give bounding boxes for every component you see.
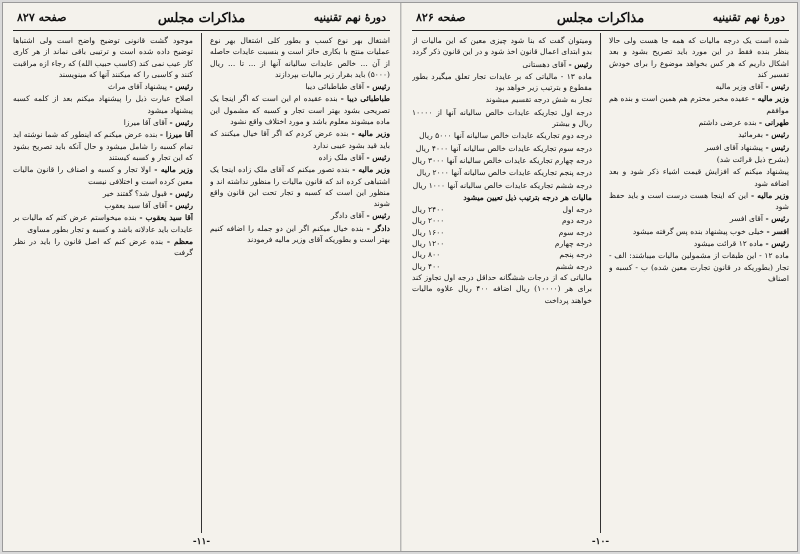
table-row bbox=[412, 215, 592, 226]
speaker-name: وزیر مالیه - bbox=[751, 190, 789, 200]
table-cell-amount: ۱۶۰۰ ریال bbox=[412, 227, 445, 237]
page-number-label: صفحه ۸۲۶ bbox=[416, 11, 466, 24]
paragraph bbox=[609, 81, 789, 92]
paragraph bbox=[13, 236, 193, 259]
speaker-name: رئیس - bbox=[366, 82, 390, 92]
speaker-name: رئیس - bbox=[169, 82, 193, 92]
left-page-left-column bbox=[13, 35, 193, 535]
left-page bbox=[5, 3, 398, 551]
speaker-name: رئیس - bbox=[366, 211, 390, 221]
paragraph bbox=[210, 93, 390, 127]
paragraph bbox=[13, 164, 193, 187]
paragraph-text: ماده ۱۳ - مالیاتی که بر عایدات تجار تعلق میگیرد بطور مقطوع و بترتیب زیر خواهد بود bbox=[412, 71, 592, 93]
paragraph bbox=[412, 94, 592, 105]
table-cell-grade: درجه چهارم bbox=[554, 155, 592, 165]
paragraph bbox=[210, 164, 390, 209]
paragraph-text: (بشرح ذیل قرائت شد) bbox=[716, 154, 789, 164]
table-cell-amount: ۲۴۰۰ ریال bbox=[412, 205, 445, 215]
table-row bbox=[412, 261, 592, 272]
paragraph bbox=[13, 188, 193, 199]
closing-paragraph: مالیاتی که از درجات ششگانه حداقل درجه اول تجاوز کند برای هر (۱۰۰۰۰) ریال اضافه ۴۰۰ ریال علاوه مالیات خواهند پرداخت bbox=[412, 272, 592, 305]
table-row bbox=[412, 180, 592, 191]
paragraph bbox=[609, 166, 789, 189]
speaker-name: آقا میرزا - bbox=[159, 130, 193, 140]
speaker-name: آقا سید یعقوب - bbox=[139, 213, 193, 223]
table-cell-amount: ۱۰۰۰ ریال bbox=[412, 180, 446, 190]
right-page-right-column bbox=[609, 35, 789, 535]
paragraph-text: بنده خیال میکنم اگر این دو جمله را اضافه کنیم بهتر است و بطوریکه آقای وزیر مالیه فرمودند bbox=[210, 223, 390, 245]
table-cell-grade: درجه پنجم bbox=[559, 168, 592, 178]
left-page-right-column bbox=[210, 35, 390, 535]
table-row bbox=[412, 227, 592, 238]
paragraph-text: بفرمائید bbox=[738, 130, 764, 140]
table-cell-amount: ۱۰۰۰۰ ریال و بیشتر bbox=[412, 107, 592, 129]
paragraph-text: تجار به شش درجه تقسیم میشوند bbox=[485, 95, 592, 105]
paragraph bbox=[13, 212, 193, 235]
table-cell-grade: درجه ششم bbox=[555, 261, 592, 271]
speaker-name: رئیس - bbox=[765, 142, 789, 152]
paragraph-text: آقای ملک زاده bbox=[318, 152, 365, 162]
column-divider bbox=[600, 33, 601, 533]
paragraph bbox=[13, 129, 193, 163]
paragraph-text: آقای آقا سید یعقوب bbox=[104, 201, 168, 211]
table-cell-desc: تجاریکه عایدات خالص سالیانه آنها bbox=[451, 168, 557, 178]
table-cell-amount: ۲۰۰۰ ریال bbox=[412, 216, 445, 226]
paragraph-text: قبول شد؟ گفتند خیر bbox=[102, 188, 168, 198]
book-gutter bbox=[400, 3, 402, 551]
table-row bbox=[412, 107, 592, 130]
paragraph-text: آقای افسر bbox=[729, 214, 764, 224]
paragraph-text: موجود گشت قانونی توضیح واضح است ولی اشتباها توضیح داده شده است و ترتیبی باقی نماند از هر کاری کار عیب نمی کند (کاسب حبیب الله) که رجاء ازه مراقبت کنند و کاسبی را که میکنند آنها که مینویسند bbox=[13, 36, 193, 79]
paragraph-text: اولا تجار و کسبه و اصناف را قانون مالیات معین کرده است و اختلافی نیست bbox=[13, 165, 193, 186]
paragraph bbox=[609, 154, 789, 165]
page-footer-number: -۱۰- bbox=[591, 537, 610, 547]
table-cell-desc: تجاریکه عایدات خالص سالیانه آنها از bbox=[436, 107, 558, 117]
paragraph-text: اشتغال بهر نوع کسب و بطور کلی اشتغال بهر نوع عملیات منتج با بکاری حائز است و بنسبت عایدات حاصله از آن ... خالص عایدات سالیانه آنها از ... تا ... ریال (۵۰۰۰) باید بقرار زیر مالیات بپردازند bbox=[210, 36, 390, 79]
paragraph bbox=[13, 117, 193, 128]
page-title: مذاکرات مجلس bbox=[157, 11, 246, 26]
speaker-name: رئیس - bbox=[765, 130, 789, 140]
paragraph bbox=[13, 93, 193, 116]
paragraph bbox=[609, 35, 789, 80]
paragraph-text: پیشنهاد آقای افسر bbox=[704, 142, 764, 152]
book-spread bbox=[2, 2, 798, 552]
speaker-name: رئیس - bbox=[568, 59, 592, 69]
speaker-name: طهرانی - bbox=[758, 118, 789, 128]
paragraph bbox=[13, 200, 193, 211]
table-row bbox=[412, 130, 592, 141]
paragraph bbox=[412, 71, 592, 94]
paragraph-text: ماده ۱۲ قرائت میشود bbox=[693, 239, 764, 249]
table-cell-amount: ۸۰۰ ریال bbox=[412, 250, 441, 260]
speaker-name: وزیر مالیه - bbox=[352, 165, 390, 175]
paragraph-text: خیلی خوب پیشنهاد بنده پس گرفته میشود bbox=[632, 226, 765, 236]
paragraph-text: این که اینجا هست درست است و باید حفظ شود bbox=[609, 190, 789, 212]
paragraph-text: بنده عرض کردم که اگر آقا خیال میکنند که باید قید بشود عیبی ندارد bbox=[210, 129, 390, 150]
paragraph bbox=[609, 213, 789, 224]
table-cell-grade: درجه ششم bbox=[555, 180, 592, 190]
table-cell-desc: تجاریکه عایدات خالص سالیانه آنها bbox=[447, 180, 554, 190]
paragraph bbox=[13, 81, 193, 92]
right-page-left-column bbox=[412, 35, 592, 535]
speaker-name: معظم - bbox=[166, 237, 193, 247]
paragraph-text: ومیتوان گفت که بنا شود چیزی معین که این مالیات از بدو ابتدای اعمال قانون اخذ شود و در این قانون ذکر گردد bbox=[412, 36, 592, 57]
table-cell-grade: درجه دوم bbox=[562, 131, 592, 141]
paragraph bbox=[412, 59, 592, 70]
paragraph bbox=[609, 238, 789, 249]
table-cell-grade: درجه سوم bbox=[558, 227, 592, 237]
session-label: دورهٔ نهم تقنینیه bbox=[313, 11, 386, 24]
table-cell-amount: ۲۰۰۰ ریال bbox=[416, 168, 449, 178]
speaker-name: رئیس - bbox=[366, 152, 390, 162]
paragraph-text: آقای وزیر مالیه bbox=[715, 82, 764, 92]
page-footer-number: -۱۱- bbox=[192, 537, 211, 547]
paragraph-text: پیشنهاد میکنم که افزایش قیمت اشیاء ذکر شود و بعد اضافه شود bbox=[609, 167, 789, 188]
right-page bbox=[404, 3, 797, 551]
paragraph-text: ماده ۱۲ - این طبقات از مشمولین مالیات میباشند: الف - تجار (بطوریکه در قانون تجارت معین شده) ب - کسبه و اصناف bbox=[609, 251, 789, 283]
tax-rate-table bbox=[412, 204, 592, 272]
paragraph-group bbox=[412, 35, 592, 106]
speaker-name: وزیر مالیه - bbox=[154, 165, 193, 175]
table-row bbox=[412, 155, 592, 166]
paragraph bbox=[609, 117, 789, 128]
paragraph bbox=[412, 35, 592, 58]
paragraph bbox=[609, 226, 789, 237]
session-label: دورهٔ نهم تقنینیه bbox=[712, 11, 785, 24]
speaker-name: افسر - bbox=[766, 226, 789, 236]
table-cell-amount: ۴۰۰۰ ریال bbox=[415, 143, 449, 153]
table-cell-grade: درجه پنجم bbox=[559, 250, 592, 260]
paragraph bbox=[13, 35, 193, 80]
speaker-name: رئیس - bbox=[765, 82, 789, 92]
paragraph-text: شده است یک درجه مالیات که همه جا هست ولی حالا بنظر بنده فقط در این مورد باید تصریح بشود و بعد اشکال داریم که هر کس بخواهد موضوع را برای خودش تفسیر کند bbox=[609, 36, 789, 79]
paragraph bbox=[210, 152, 390, 163]
table-row bbox=[412, 238, 592, 249]
table-cell-desc: تجاریکه عایدات خالص سالیانه آنها bbox=[450, 143, 557, 153]
left-page-header bbox=[13, 11, 390, 29]
paragraph-text: بنده عرض کنم که اصل قانون را باید در نظر گرفت bbox=[13, 237, 193, 258]
grade-table bbox=[412, 107, 592, 191]
table-cell-amount: ۱۲۰۰ ریال bbox=[412, 239, 445, 249]
paragraph bbox=[609, 190, 789, 213]
table-heading: مالیات هر درجه بترتیب ذیل تعیین میشود bbox=[463, 192, 592, 202]
page-number-label: صفحه ۸۲۷ bbox=[17, 11, 67, 24]
header-rule bbox=[13, 30, 390, 31]
paragraph bbox=[210, 210, 390, 221]
paragraph-text: بنده عرضی داشتم bbox=[698, 118, 757, 128]
paragraph bbox=[210, 223, 390, 246]
speaker-name: وزیر مالیه - bbox=[751, 94, 789, 104]
table-cell-desc: تجاریکه عایدات خالص سالیانه آنها bbox=[453, 131, 560, 141]
table-row bbox=[412, 143, 592, 154]
table-cell-grade: درجه اول bbox=[561, 107, 592, 117]
table-row bbox=[412, 167, 592, 178]
paragraph-text: آقای طباطبائی دیبا bbox=[305, 82, 365, 92]
speaker-name: دادگر - bbox=[366, 223, 390, 233]
paragraph-text: آقای دهستانی bbox=[522, 59, 567, 69]
table-cell-grade: درجه اول bbox=[562, 205, 592, 215]
paragraph-text: آقای دادگر bbox=[330, 211, 365, 221]
speaker-name: رئیس - bbox=[169, 188, 193, 198]
speaker-name: رئیس - bbox=[765, 239, 789, 249]
header-rule bbox=[412, 30, 789, 31]
speaker-name: طباطبائی دیبا - bbox=[340, 94, 390, 104]
speaker-name: رئیس - bbox=[169, 201, 193, 211]
table-cell-grade: درجه چهارم bbox=[554, 239, 592, 249]
paragraph bbox=[210, 35, 390, 80]
table-cell-grade: درجه سوم bbox=[558, 143, 592, 153]
paragraph-text: بنده تصور میکنم که آقای ملک زاده اینجا یک اشتباهی کرده اند که قانون مالیات را منظور نداشته اند و منظور این است که کسبه و تجار تحت این قانون واقع شوند bbox=[210, 165, 390, 209]
paragraph-text: آقای آقا میرزا bbox=[123, 118, 168, 128]
paragraph bbox=[210, 128, 390, 151]
table-cell-amount: ۴۰۰ ریال bbox=[412, 261, 441, 271]
right-page-header bbox=[412, 11, 789, 29]
table-cell-desc: تجاریکه عایدات خالص سالیانه آنها bbox=[446, 155, 553, 165]
table-row bbox=[412, 204, 592, 215]
table-cell-amount: ۵۰۰۰ ریال bbox=[419, 131, 452, 141]
paragraph bbox=[609, 93, 789, 116]
paragraph bbox=[210, 81, 390, 92]
speaker-name: رئیس - bbox=[169, 118, 193, 128]
paragraph-text: بنده میخواستم عرض کنم که مالیات بر عایدات باید عادلانه باشد و کسبه و تجار بطور مساوی bbox=[13, 213, 193, 234]
paragraph bbox=[609, 142, 789, 153]
speaker-name: وزیر مالیه - bbox=[351, 129, 390, 139]
column-divider bbox=[201, 33, 202, 533]
speaker-name: رئیس - bbox=[765, 214, 789, 224]
paragraph-text: اصلاح عبارت ذیل را پیشنهاد میکنم بعد از کلمه کسبه پیشنهاد میشود bbox=[13, 94, 193, 115]
page-title: مذاکرات مجلس bbox=[556, 11, 645, 26]
paragraph-text: پیشنهاد آقای مراث bbox=[108, 82, 168, 92]
table-row bbox=[412, 249, 592, 260]
paragraph bbox=[609, 250, 789, 284]
paragraph-text: بنده عقیده ام این است که اگر اینجا یک تصریحی بشود بهتر است تجار و کسبه که مشمول این ماده میشوند معلوم باشد و مورد اختلاف واقع نشود bbox=[210, 94, 390, 127]
paragraph-text: عقیده مخبر محترم هم همین است و بنده هم موافقم bbox=[609, 94, 789, 115]
table-cell-amount: ۳۰۰۰ ریال bbox=[412, 155, 445, 165]
table-cell-grade: درجه دوم bbox=[562, 216, 592, 226]
paragraph bbox=[609, 129, 789, 140]
paragraph-text: بنده عرض میکنم که اینطور که شما نوشته اید تمام کسبه را شامل میشود و حال آنکه باید تصریح بشود که این تجار و کسبه کیستند bbox=[13, 130, 193, 162]
